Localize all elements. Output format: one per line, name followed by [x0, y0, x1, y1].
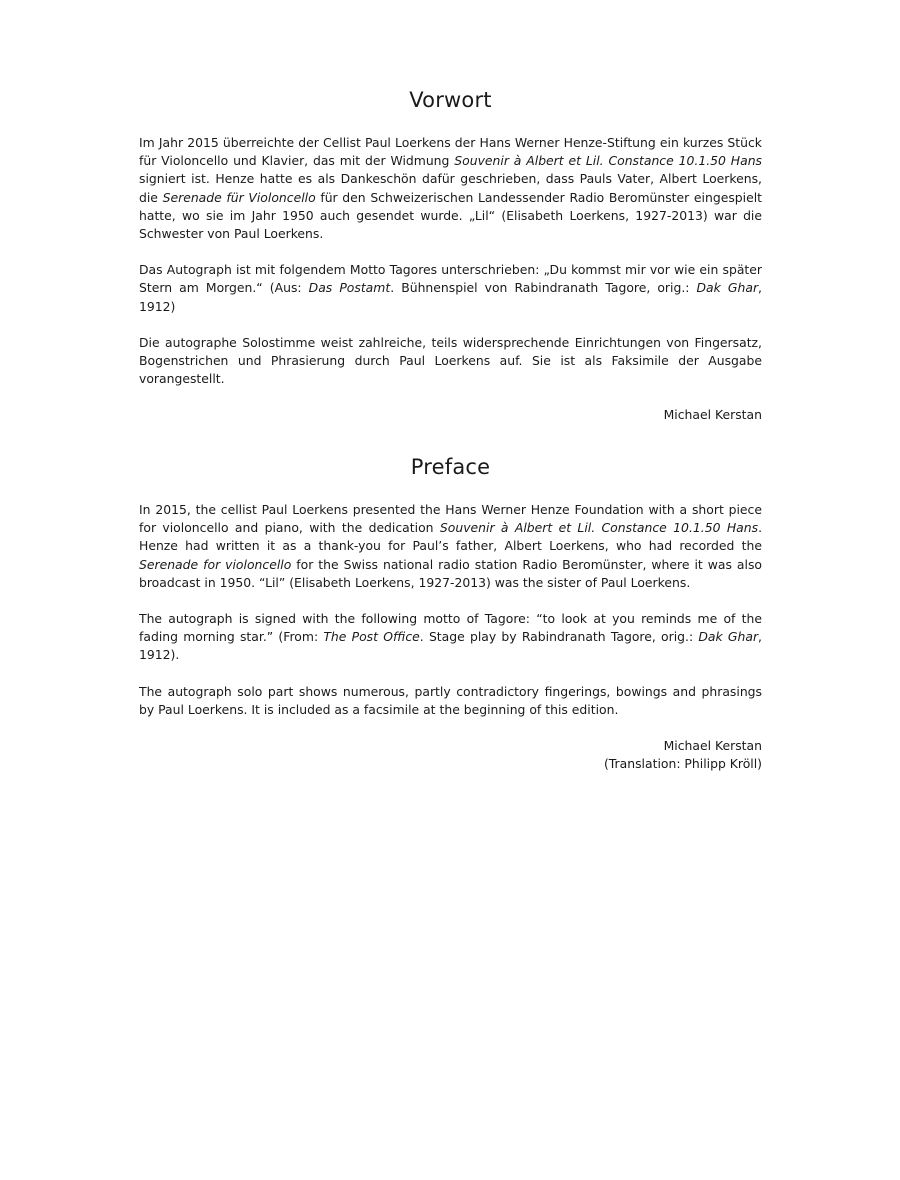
- english-p1-text-1: In 2015, the cellist Paul Loerkens presented the Hans Werner Henze Foundation with a short piece for violoncello and piano, with the dedication: [139, 502, 762, 536]
- english-preface-section: [139, 455, 762, 773]
- german-title: Vorwort: [409, 88, 492, 112]
- german-signature: Michael Kerstan: [663, 407, 762, 423]
- german-p2-text-1: Das Autograph ist mit folgendem Motto Tagores unterschrieben: „Du kommst mir vor wie ein später Stern am Morgen.“ (Aus:: [139, 262, 762, 296]
- german-p1-work-title: Serenade für Violoncello: [162, 189, 316, 205]
- english-p2-text-2: . Stage play by Rabindranath Tagore, orig.:: [419, 629, 699, 645]
- german-paragraph-1: [139, 134, 762, 243]
- english-p1-work-title: Serenade for violoncello: [139, 556, 292, 572]
- english-title: Preface: [410, 455, 491, 479]
- german-paragraph-3: Die autographe Solostimme weist zahlreiche, teils widersprechende Einrichtungen von Fingersatz, Bogenstrichen und Phrasierung durch Paul Loerkens auf. Sie ist als Faksimile der Ausgabe vorangestellt.: [139, 334, 762, 387]
- german-preface-section: [139, 88, 762, 425]
- translation-credit: (Translation: Philipp Kröll): [603, 756, 762, 772]
- german-p1-text-3: für den Schweizerischen Landessender Radio Beromünster eingespielt hatte, wo sie im Jahr 1950 auch gesendet wurde. „Lil“ (Elisabeth Loerkens, 1927-2013) war die Schwester von Paul Loerkens.: [139, 189, 763, 242]
- german-p2-original-title: Dak Ghar: [696, 280, 759, 296]
- german-p1-text-2: signiert ist. Henze hatte es als Dankeschön dafür geschrieben, dass Pauls Vater, Albert Loerkens, die: [139, 171, 762, 205]
- german-p2-text-2: . Bühnenspiel von Rabindranath Tagore, orig.:: [390, 280, 697, 296]
- english-signature: Michael Kerstan: [663, 738, 762, 754]
- german-p1-dedication: Souvenir à Albert et Lil. Constance 10.1.50 Hans: [454, 153, 763, 169]
- german-p1-text-1: Im Jahr 2015 überreichte der Cellist Paul Loerkens der Hans Werner Henze-Stiftung ein kurzes Stück für Violoncello und Klavier, das mit der Widmung: [139, 135, 762, 169]
- english-paragraph-3: The autograph solo part shows numerous, partly contradictory fingerings, bowings and phrasings by Paul Loerkens. It is included as a facsimile at the beginning of this edition.: [139, 683, 762, 717]
- english-p2-text-3: , 1912).: [139, 629, 762, 663]
- english-paragraph-2: [139, 610, 762, 665]
- german-p2-play-title: Das Postamt: [308, 280, 391, 296]
- german-p2-text-3: , 1912): [139, 280, 762, 314]
- english-p2-play-title: The Post Office: [323, 629, 420, 645]
- german-paragraph-2: [139, 261, 762, 316]
- english-paragraph-1: [139, 501, 762, 592]
- english-p1-text-3: for the Swiss national radio station Radio Beromünster, where it was also broadcast in 1950. “Lil” (Elisabeth Loerkens, 1927-2013) was the sister of Paul Loerkens.: [139, 556, 762, 590]
- english-p1-dedication: Souvenir à Albert et Lil. Constance 10.1.50 Hans: [439, 520, 759, 536]
- english-p2-original-title: Dak Ghar: [698, 629, 759, 645]
- english-p2-text-1: The autograph is signed with the following motto of Tagore: “to look at you reminds me of the fading morning star.” (From:: [139, 611, 762, 645]
- english-p1-text-2: . Henze had written it as a thank-you for Paul’s father, Albert Loerkens, who had recorded the: [139, 520, 763, 554]
